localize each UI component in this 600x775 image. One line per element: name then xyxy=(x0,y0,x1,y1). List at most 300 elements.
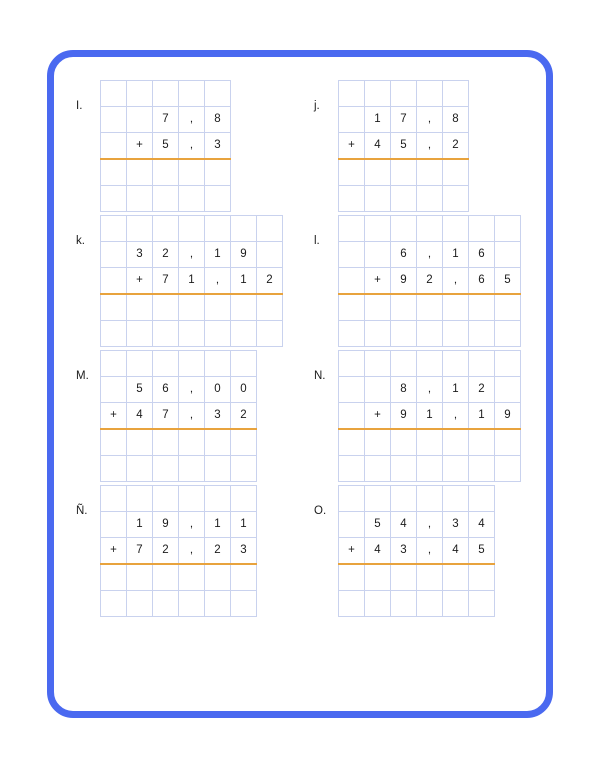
answer-cell[interactable] xyxy=(495,377,521,403)
answer-cell[interactable] xyxy=(101,107,127,133)
answer-cell[interactable] xyxy=(339,216,365,242)
answer-cell[interactable] xyxy=(365,351,391,377)
problem-row xyxy=(339,294,521,321)
comma-cell: , xyxy=(417,242,443,268)
answer-cell[interactable] xyxy=(101,564,127,591)
digit-cell: 6 xyxy=(469,242,495,268)
digit-cell: 2 xyxy=(417,268,443,295)
problem-label: M. xyxy=(76,370,89,382)
problem-row xyxy=(339,486,495,512)
problem-row xyxy=(101,591,257,617)
answer-cell[interactable] xyxy=(339,268,365,295)
answer-cell[interactable] xyxy=(153,186,179,212)
problem-row xyxy=(101,294,283,321)
answer-cell[interactable] xyxy=(101,351,127,377)
answer-cell[interactable] xyxy=(495,242,521,268)
digit-cell: 5 xyxy=(365,512,391,538)
answer-cell[interactable] xyxy=(365,591,391,617)
answer-cell[interactable] xyxy=(101,429,127,456)
comma-cell: , xyxy=(417,538,443,565)
problem-row xyxy=(339,159,469,186)
problem-row xyxy=(101,377,257,403)
digit-cell: 0 xyxy=(231,377,257,403)
answer-cell[interactable] xyxy=(101,321,127,347)
comma-cell: , xyxy=(443,403,469,430)
answer-cell[interactable] xyxy=(339,429,365,456)
answer-cell[interactable] xyxy=(205,564,231,591)
digit-cell: 4 xyxy=(443,538,469,565)
answer-cell[interactable] xyxy=(153,429,179,456)
answer-cell[interactable] xyxy=(339,591,365,617)
digit-cell: 9 xyxy=(495,403,521,430)
answer-cell[interactable] xyxy=(443,429,469,456)
answer-cell[interactable] xyxy=(443,159,469,186)
digit-cell: 1 xyxy=(127,512,153,538)
operator-cell: + xyxy=(365,268,391,295)
answer-cell[interactable] xyxy=(179,159,205,186)
answer-cell[interactable] xyxy=(127,107,153,133)
digit-cell: 1 xyxy=(179,268,205,295)
answer-cell[interactable] xyxy=(127,294,153,321)
answer-cell[interactable] xyxy=(365,242,391,268)
answer-cell[interactable] xyxy=(153,456,179,482)
answer-cell[interactable] xyxy=(339,456,365,482)
answer-cell[interactable] xyxy=(205,456,231,482)
answer-cell[interactable] xyxy=(257,242,283,268)
answer-cell[interactable] xyxy=(417,216,443,242)
answer-cell[interactable] xyxy=(153,591,179,617)
problem-label: N. xyxy=(314,370,326,382)
digit-cell: 1 xyxy=(231,512,257,538)
answer-cell[interactable] xyxy=(127,351,153,377)
answer-cell[interactable] xyxy=(231,429,257,456)
answer-cell[interactable] xyxy=(101,456,127,482)
digit-cell: 2 xyxy=(153,538,179,565)
answer-cell[interactable] xyxy=(179,81,205,107)
answer-cell[interactable] xyxy=(469,294,495,321)
digit-cell: 4 xyxy=(127,403,153,430)
digit-cell: 6 xyxy=(153,377,179,403)
problem-grid xyxy=(338,350,521,482)
answer-cell[interactable] xyxy=(443,186,469,212)
answer-cell[interactable] xyxy=(365,377,391,403)
answer-cell[interactable] xyxy=(179,186,205,212)
comma-cell: , xyxy=(417,107,443,133)
answer-cell[interactable] xyxy=(205,159,231,186)
answer-cell[interactable] xyxy=(179,294,205,321)
problem-grid xyxy=(100,215,283,347)
answer-cell[interactable] xyxy=(205,429,231,456)
problem-row xyxy=(339,403,521,430)
digit-cell: 0 xyxy=(205,377,231,403)
problem-row xyxy=(339,107,469,133)
answer-cell[interactable] xyxy=(365,81,391,107)
digit-cell: 5 xyxy=(153,133,179,160)
answer-cell[interactable] xyxy=(153,351,179,377)
answer-cell[interactable] xyxy=(365,159,391,186)
answer-cell[interactable] xyxy=(205,216,231,242)
answer-cell[interactable] xyxy=(339,512,365,538)
digit-cell: 4 xyxy=(469,512,495,538)
answer-cell[interactable] xyxy=(339,351,365,377)
digit-cell: 2 xyxy=(443,133,469,160)
problem-grid xyxy=(100,485,257,617)
answer-cell[interactable] xyxy=(231,351,257,377)
problem-row xyxy=(101,133,231,160)
answer-cell[interactable] xyxy=(153,321,179,347)
digit-cell: 3 xyxy=(127,242,153,268)
digit-cell: 8 xyxy=(391,377,417,403)
answer-cell[interactable] xyxy=(101,591,127,617)
answer-cell[interactable] xyxy=(417,294,443,321)
answer-cell[interactable] xyxy=(231,486,257,512)
answer-cell[interactable] xyxy=(443,321,469,347)
answer-cell[interactable] xyxy=(101,186,127,212)
answer-cell[interactable] xyxy=(443,564,469,591)
problem-row xyxy=(339,81,469,107)
answer-cell[interactable] xyxy=(417,486,443,512)
problem-row xyxy=(339,242,521,268)
comma-cell: , xyxy=(179,242,205,268)
problem-row xyxy=(101,538,257,565)
answer-cell[interactable] xyxy=(365,186,391,212)
answer-cell[interactable] xyxy=(101,216,127,242)
answer-cell[interactable] xyxy=(339,294,365,321)
digit-cell: 3 xyxy=(205,133,231,160)
answer-cell[interactable] xyxy=(205,294,231,321)
answer-cell[interactable] xyxy=(231,564,257,591)
answer-cell[interactable] xyxy=(257,294,283,321)
answer-cell[interactable] xyxy=(101,294,127,321)
answer-cell[interactable] xyxy=(469,564,495,591)
answer-cell[interactable] xyxy=(101,377,127,403)
answer-cell[interactable] xyxy=(153,294,179,321)
problem-row xyxy=(101,107,231,133)
digit-cell: 3 xyxy=(391,538,417,565)
answer-cell[interactable] xyxy=(339,403,365,430)
problem xyxy=(314,485,540,620)
answer-cell[interactable] xyxy=(127,486,153,512)
comma-cell: , xyxy=(179,538,205,565)
digit-cell: 2 xyxy=(231,403,257,430)
digit-cell: 7 xyxy=(127,538,153,565)
answer-cell[interactable] xyxy=(391,591,417,617)
problem-row xyxy=(339,321,521,347)
answer-cell[interactable] xyxy=(339,377,365,403)
digit-cell: 3 xyxy=(231,538,257,565)
answer-cell[interactable] xyxy=(391,321,417,347)
digit-cell: 9 xyxy=(153,512,179,538)
answer-cell[interactable] xyxy=(205,486,231,512)
answer-cell[interactable] xyxy=(391,351,417,377)
answer-cell[interactable] xyxy=(339,107,365,133)
answer-cell[interactable] xyxy=(469,486,495,512)
answer-cell[interactable] xyxy=(391,486,417,512)
answer-cell[interactable] xyxy=(231,216,257,242)
answer-cell[interactable] xyxy=(257,216,283,242)
answer-cell[interactable] xyxy=(391,159,417,186)
answer-cell[interactable] xyxy=(443,216,469,242)
answer-cell[interactable] xyxy=(153,81,179,107)
operator-cell: + xyxy=(127,268,153,295)
digit-cell: 2 xyxy=(257,268,283,295)
digit-cell: 4 xyxy=(365,538,391,565)
problem-grid xyxy=(100,80,231,212)
answer-cell[interactable] xyxy=(417,81,443,107)
answer-cell[interactable] xyxy=(391,564,417,591)
answer-cell[interactable] xyxy=(469,216,495,242)
answer-cell[interactable] xyxy=(153,216,179,242)
problem-row xyxy=(101,242,283,268)
answer-cell[interactable] xyxy=(179,351,205,377)
comma-cell: , xyxy=(179,512,205,538)
answer-cell[interactable] xyxy=(179,564,205,591)
answer-cell[interactable] xyxy=(365,321,391,347)
problem-row xyxy=(101,186,231,212)
digit-cell: 7 xyxy=(153,268,179,295)
problem-row xyxy=(339,564,495,591)
answer-cell[interactable] xyxy=(257,321,283,347)
problem-row xyxy=(101,321,283,347)
answer-cell[interactable] xyxy=(205,81,231,107)
answer-cell[interactable] xyxy=(469,321,495,347)
answer-cell[interactable] xyxy=(179,486,205,512)
answer-cell[interactable] xyxy=(127,159,153,186)
answer-cell[interactable] xyxy=(365,294,391,321)
answer-cell[interactable] xyxy=(339,321,365,347)
answer-cell[interactable] xyxy=(339,159,365,186)
digit-cell: 3 xyxy=(205,403,231,430)
digit-cell: 6 xyxy=(469,268,495,295)
answer-cell[interactable] xyxy=(179,591,205,617)
answer-cell[interactable] xyxy=(101,81,127,107)
comma-cell: , xyxy=(179,377,205,403)
digit-cell: 1 xyxy=(231,268,257,295)
answer-cell[interactable] xyxy=(469,351,495,377)
problem-label: Ñ. xyxy=(76,505,88,517)
answer-cell[interactable] xyxy=(101,268,127,295)
comma-cell: , xyxy=(179,107,205,133)
digit-cell: 9 xyxy=(391,268,417,295)
digit-cell: 1 xyxy=(469,403,495,430)
answer-cell[interactable] xyxy=(365,429,391,456)
digit-cell: 2 xyxy=(469,377,495,403)
digit-cell: 7 xyxy=(391,107,417,133)
problem-grid xyxy=(338,215,521,347)
problem-row xyxy=(101,268,283,295)
answer-cell[interactable] xyxy=(231,321,257,347)
answer-cell[interactable] xyxy=(179,321,205,347)
problems-grid xyxy=(60,62,540,620)
digit-cell: 1 xyxy=(205,512,231,538)
comma-cell: , xyxy=(417,377,443,403)
operator-cell: + xyxy=(365,403,391,430)
answer-cell[interactable] xyxy=(339,81,365,107)
answer-cell[interactable] xyxy=(417,591,443,617)
comma-cell: , xyxy=(417,133,443,160)
digit-cell: 1 xyxy=(205,242,231,268)
problem-row xyxy=(101,159,231,186)
operator-cell: + xyxy=(101,538,127,565)
answer-cell[interactable] xyxy=(365,216,391,242)
problem xyxy=(76,215,302,350)
answer-cell[interactable] xyxy=(417,186,443,212)
answer-cell[interactable] xyxy=(127,564,153,591)
answer-cell[interactable] xyxy=(365,456,391,482)
answer-cell[interactable] xyxy=(339,186,365,212)
answer-cell[interactable] xyxy=(391,294,417,321)
problem-grid xyxy=(100,350,257,482)
digit-cell: 1 xyxy=(365,107,391,133)
digit-cell: 5 xyxy=(495,268,521,295)
answer-cell[interactable] xyxy=(391,456,417,482)
answer-cell[interactable] xyxy=(469,429,495,456)
problem xyxy=(314,215,540,350)
problem-row xyxy=(101,403,257,430)
answer-cell[interactable] xyxy=(127,81,153,107)
answer-cell[interactable] xyxy=(127,321,153,347)
digit-cell: 9 xyxy=(391,403,417,430)
answer-cell[interactable] xyxy=(127,186,153,212)
problem xyxy=(76,80,302,215)
answer-cell[interactable] xyxy=(205,186,231,212)
answer-cell[interactable] xyxy=(339,242,365,268)
problem xyxy=(76,485,302,620)
answer-cell[interactable] xyxy=(391,81,417,107)
answer-cell[interactable] xyxy=(127,216,153,242)
answer-cell[interactable] xyxy=(153,159,179,186)
answer-cell[interactable] xyxy=(179,456,205,482)
comma-cell: , xyxy=(417,512,443,538)
digit-cell: 7 xyxy=(153,107,179,133)
answer-cell[interactable] xyxy=(417,429,443,456)
problem-row xyxy=(339,538,495,565)
answer-cell[interactable] xyxy=(417,456,443,482)
answer-cell[interactable] xyxy=(495,351,521,377)
answer-cell[interactable] xyxy=(339,564,365,591)
digit-cell: 7 xyxy=(153,403,179,430)
answer-cell[interactable] xyxy=(101,133,127,160)
answer-cell[interactable] xyxy=(495,429,521,456)
answer-cell[interactable] xyxy=(495,456,521,482)
answer-cell[interactable] xyxy=(443,456,469,482)
answer-cell[interactable] xyxy=(443,81,469,107)
problem-row xyxy=(339,429,521,456)
problem-row xyxy=(101,512,257,538)
answer-cell[interactable] xyxy=(127,591,153,617)
problem-row xyxy=(339,268,521,295)
answer-cell[interactable] xyxy=(443,294,469,321)
answer-cell[interactable] xyxy=(391,186,417,212)
answer-cell[interactable] xyxy=(127,456,153,482)
worksheet-content xyxy=(60,62,540,706)
answer-cell[interactable] xyxy=(365,486,391,512)
problem-label: O. xyxy=(314,505,327,517)
answer-cell[interactable] xyxy=(231,456,257,482)
answer-cell[interactable] xyxy=(443,486,469,512)
digit-cell: 9 xyxy=(231,242,257,268)
answer-cell[interactable] xyxy=(469,591,495,617)
problem-row xyxy=(101,429,257,456)
answer-cell[interactable] xyxy=(153,564,179,591)
answer-cell[interactable] xyxy=(443,351,469,377)
problem-row xyxy=(339,351,521,377)
answer-cell[interactable] xyxy=(339,486,365,512)
answer-cell[interactable] xyxy=(205,591,231,617)
answer-cell[interactable] xyxy=(495,294,521,321)
digit-cell: 1 xyxy=(443,242,469,268)
digit-cell: 5 xyxy=(469,538,495,565)
answer-cell[interactable] xyxy=(417,321,443,347)
answer-cell[interactable] xyxy=(101,159,127,186)
digit-cell: 5 xyxy=(391,133,417,160)
digit-cell: 4 xyxy=(391,512,417,538)
problem-row xyxy=(101,81,231,107)
problem-row xyxy=(101,216,283,242)
answer-cell[interactable] xyxy=(231,591,257,617)
answer-cell[interactable] xyxy=(417,351,443,377)
problem-grid xyxy=(338,485,495,617)
problem-label: k. xyxy=(76,235,85,247)
answer-cell[interactable] xyxy=(179,429,205,456)
digit-cell: 4 xyxy=(365,133,391,160)
comma-cell: , xyxy=(443,268,469,295)
answer-cell[interactable] xyxy=(417,564,443,591)
answer-cell[interactable] xyxy=(391,429,417,456)
answer-cell[interactable] xyxy=(443,591,469,617)
answer-cell[interactable] xyxy=(101,486,127,512)
answer-cell[interactable] xyxy=(231,294,257,321)
problem-label: j. xyxy=(314,100,320,112)
answer-cell[interactable] xyxy=(205,321,231,347)
answer-cell[interactable] xyxy=(127,429,153,456)
problem-label: I. xyxy=(76,100,83,112)
answer-cell[interactable] xyxy=(101,512,127,538)
answer-cell[interactable] xyxy=(391,216,417,242)
answer-cell[interactable] xyxy=(469,456,495,482)
digit-cell: 1 xyxy=(443,377,469,403)
answer-cell[interactable] xyxy=(205,351,231,377)
answer-cell[interactable] xyxy=(495,321,521,347)
answer-cell[interactable] xyxy=(179,216,205,242)
digit-cell: 8 xyxy=(205,107,231,133)
digit-cell: 6 xyxy=(391,242,417,268)
comma-cell: , xyxy=(205,268,231,295)
problem-label: l. xyxy=(314,235,320,247)
problem-row xyxy=(339,133,469,160)
problem-row xyxy=(101,456,257,482)
problem xyxy=(314,80,540,215)
problem xyxy=(314,350,540,485)
problem-row xyxy=(339,456,521,482)
operator-cell: + xyxy=(339,133,365,160)
digit-cell: 2 xyxy=(205,538,231,565)
answer-cell[interactable] xyxy=(153,486,179,512)
comma-cell: , xyxy=(179,133,205,160)
answer-cell[interactable] xyxy=(495,216,521,242)
problem-row xyxy=(339,377,521,403)
problem-row xyxy=(101,351,257,377)
problem-row xyxy=(101,486,257,512)
operator-cell: + xyxy=(127,133,153,160)
answer-cell[interactable] xyxy=(417,159,443,186)
digit-cell: 5 xyxy=(127,377,153,403)
answer-cell[interactable] xyxy=(365,564,391,591)
answer-cell[interactable] xyxy=(101,242,127,268)
problem-grid xyxy=(338,80,469,212)
comma-cell: , xyxy=(179,403,205,430)
problem-row xyxy=(101,564,257,591)
